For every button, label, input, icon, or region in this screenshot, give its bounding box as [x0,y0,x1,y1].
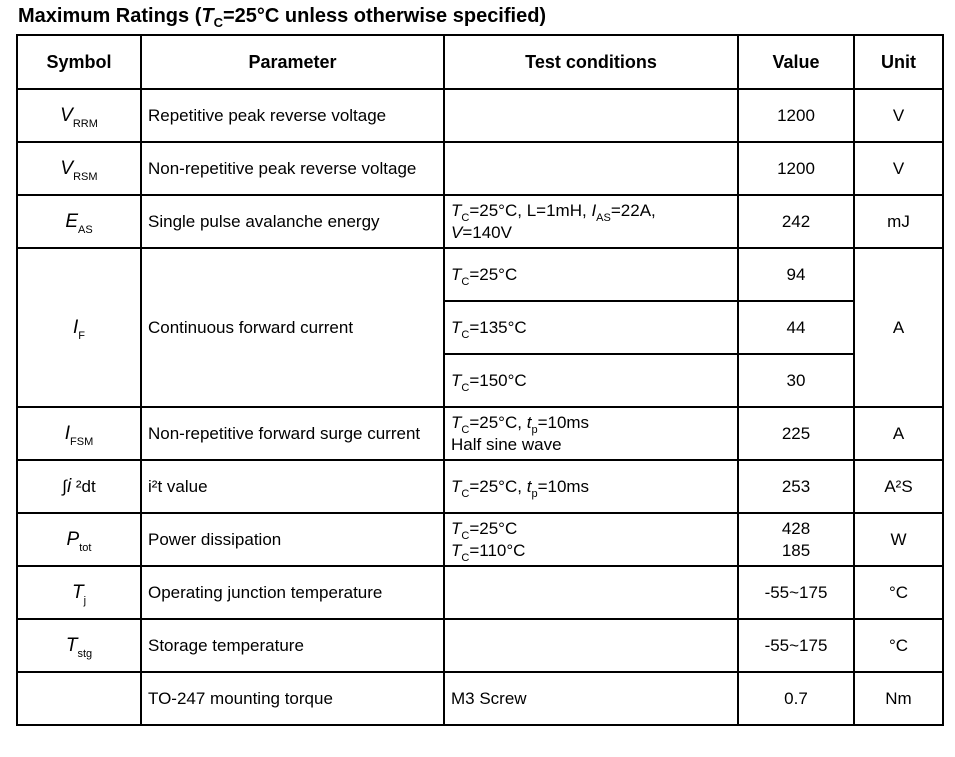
conditions-cell: $T_C=25^\circ C$ [444,248,738,301]
header-row [17,35,943,89]
conditions-cell [444,142,738,195]
table-row-ptot [17,513,943,566]
conditions-cell: $T_C=135^\circ C$ [444,301,738,354]
parameter-cell: Non-repetitive forward surge current [141,407,444,460]
maximum-ratings-table [16,34,944,726]
header-value: Value [738,35,854,89]
unit-cell: W [854,513,943,566]
value-cell: 44 [738,301,854,354]
table-row-eas [17,195,943,248]
header-conditions: Test conditions [444,35,738,89]
unit-cell: °C [854,619,943,672]
symbol-cell: $T_j$ [17,566,141,619]
value-cell: 1200 [738,89,854,142]
value-cell: 253 [738,460,854,513]
conditions-cell: M3 Screw [444,672,738,725]
table-row-tj [17,566,943,619]
parameter-cell: Non-repetitive peak reverse voltage [141,142,444,195]
unit-cell: A²S [854,460,943,513]
value-cell: -55~175 [738,619,854,672]
value-cell: 0.7 [738,672,854,725]
table-row-i2t [17,460,943,513]
table-row-torque [17,672,943,725]
table-title: Maximum Ratings ($T_C=25^\circ C$ unless otherwise specified) [18,5,547,30]
parameter-cell: Single pulse avalanche energy [141,195,444,248]
conditions-cell: $T_C=25^\circ C$ $T_C=110^\circ C$ [444,513,738,566]
parameter-cell: Repetitive peak reverse voltage [141,89,444,142]
conditions-cell [444,89,738,142]
unit-cell: °C [854,566,943,619]
parameter-cell: Power dissipation [141,513,444,566]
unit-cell: mJ [854,195,943,248]
symbol-cell: $V_{RRM}$ [17,89,141,142]
value-cell: 428 185 [738,513,854,566]
unit-cell: A [854,407,943,460]
conditions-cell [444,619,738,672]
conditions-cell: $T_C=25^\circ C$, $t_p=10ms$ Half sine wave [444,407,738,460]
symbol-cell: $E_{AS}$ [17,195,141,248]
unit-cell: A [854,248,943,407]
table-row-vrsm [17,142,943,195]
conditions-cell [444,566,738,619]
symbol-cell: $P_{tot}$ [17,513,141,566]
value-cell: 242 [738,195,854,248]
symbol-cell [17,672,141,725]
conditions-cell: $T_C=25^\circ C$, L=1mH, $I_{AS}=22A$, V=140V [444,195,738,248]
value-cell: 1200 [738,142,854,195]
unit-cell: V [854,89,943,142]
header-symbol: Symbol [17,35,141,89]
parameter-cell: Storage temperature [141,619,444,672]
parameter-cell: TO-247 mounting torque [141,672,444,725]
symbol-cell: $T_{stg}$ [17,619,141,672]
table-row-vrrm [17,89,943,142]
header-unit: Unit [854,35,943,89]
symbol-cell: $I_{FSM}$ [17,407,141,460]
value-cell: -55~175 [738,566,854,619]
parameter-cell: Continuous forward current [141,248,444,407]
parameter-cell: Operating junction temperature [141,566,444,619]
symbol-cell: ∫i ²dt [17,460,141,513]
conditions-cell: $T_C=150^\circ C$ [444,354,738,407]
symbol-cell: $I_F$ [17,248,141,407]
symbol-cell: $V_{RSM}$ [17,142,141,195]
parameter-cell: i²t value [141,460,444,513]
value-cell: 225 [738,407,854,460]
value-cell: 94 [738,248,854,301]
table-row-tstg [17,619,943,672]
unit-cell: V [854,142,943,195]
table-row-ifsm [17,407,943,460]
conditions-cell: $T_C=25^\circ C$, $t_p=10ms$ [444,460,738,513]
table-row-if-1 [17,248,943,301]
unit-cell: Nm [854,672,943,725]
value-cell: 30 [738,354,854,407]
header-parameter: Parameter [141,35,444,89]
